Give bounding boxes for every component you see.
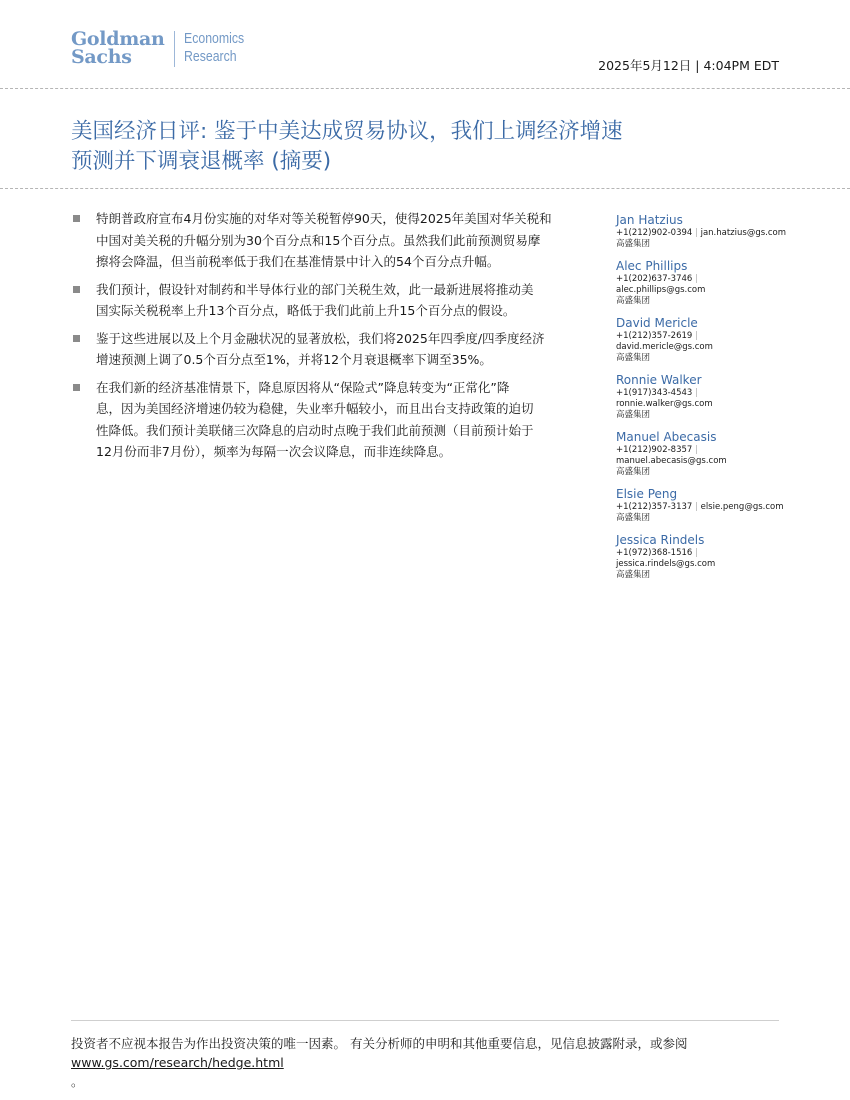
- analyst-org: 高盛集团: [616, 296, 651, 306]
- analyst-card: [616, 486, 786, 524]
- contact-separator: |: [695, 331, 698, 341]
- bullet-line: 中国对美关税的升幅分别为30个百分点和15个百分点。虽然我们此前预测贸易摩: [96, 232, 541, 248]
- analyst-name: Alec Phillips: [616, 259, 688, 273]
- analyst-name: Elsie Peng: [616, 487, 678, 501]
- analyst-contact: [616, 502, 786, 513]
- analyst-name: Manuel Abecasis: [616, 430, 717, 444]
- disclaimer-suffix: 。: [71, 1074, 84, 1089]
- analyst-card: [616, 429, 786, 478]
- analyst-contact: [616, 228, 786, 239]
- analyst-phone: +1(917)343-4543: [616, 388, 693, 398]
- header-divider: [0, 88, 850, 89]
- analyst-contact: [616, 445, 786, 456]
- disclosure-link[interactable]: www.gs.com/research/hedge.html: [71, 1055, 284, 1070]
- title-divider: [0, 188, 850, 189]
- disclaimer-text: 投资者不应视本报告为作出投资决策的唯一因素。 有关分析师的申明和其他重要信息，见信息披露附录，或参阅: [71, 1036, 688, 1051]
- analyst-contact: [616, 274, 786, 285]
- disclaimer-link-line: [71, 1053, 791, 1091]
- bullet-line: 我们预计，假设针对制药和半导体行业的部门关税生效，此一最新进展将推动美: [96, 281, 534, 297]
- analyst-name: Ronnie Walker: [616, 373, 702, 387]
- analyst-phone: +1(202)637-3746: [616, 274, 693, 284]
- analyst-org: 高盛集团: [616, 467, 651, 477]
- square-bullet-icon: [73, 286, 80, 293]
- analyst-org: 高盛集团: [616, 239, 651, 249]
- analyst-email[interactable]: elsie.peng@gs.com: [700, 502, 784, 512]
- analyst-phone: +1(212)357-3137: [616, 502, 693, 512]
- analyst-org: 高盛集团: [616, 410, 651, 420]
- analyst-phone: +1(212)357-2619: [616, 331, 693, 341]
- analyst-contact: [616, 548, 786, 559]
- contact-separator: |: [695, 228, 698, 238]
- summary-bullets: [71, 208, 596, 469]
- analyst-list: [616, 212, 786, 589]
- report-title: [71, 117, 791, 177]
- logo-sub-research: Research: [183, 48, 237, 65]
- analyst-email[interactable]: manuel.abecasis@gs.com: [616, 456, 727, 466]
- analyst-email[interactable]: alec.phillips@gs.com: [616, 285, 706, 295]
- contact-separator: |: [695, 274, 698, 284]
- analyst-card: [616, 258, 786, 307]
- bullet-line: 性降低。我们预计美联储三次降息的启动时点晚于我们此前预测（目前预计始于: [96, 422, 534, 438]
- bullet-line: 12月份而非7月份），频率为每隔一次会议降息，而非连续降息。: [96, 444, 452, 459]
- analyst-card: [616, 372, 786, 421]
- contact-separator: |: [695, 502, 698, 512]
- analyst-name: Jan Hatzius: [616, 213, 683, 227]
- logo-wordmark: [71, 30, 165, 66]
- analyst-name: Jessica Rindels: [616, 533, 705, 547]
- square-bullet-icon: [73, 384, 80, 391]
- analyst-contact: [616, 331, 786, 342]
- analyst-card: [616, 315, 786, 364]
- analyst-email[interactable]: jessica.rindels@gs.com: [616, 559, 716, 569]
- analyst-org: 高盛集团: [616, 353, 651, 363]
- contact-separator: |: [695, 445, 698, 455]
- contact-separator: |: [695, 548, 698, 558]
- logo-divider: [174, 31, 175, 67]
- logo-sub-economics: Economics: [183, 30, 244, 47]
- analyst-phone: +1(212)902-8357: [616, 445, 693, 455]
- title-line: 预测并下调衰退概率 (摘要): [71, 149, 332, 174]
- analyst-phone: +1(212)902-0394: [616, 228, 693, 238]
- bullet-item: [71, 328, 596, 371]
- goldman-sachs-logo: [71, 30, 257, 67]
- bullet-item: [71, 377, 596, 463]
- analyst-card: [616, 212, 786, 250]
- bullet-line: 国实际关税税率上升13个百分点，略低于我们此前上升15个百分点的假设。: [96, 303, 516, 318]
- analyst-org: 高盛集团: [616, 570, 651, 580]
- analyst-email[interactable]: david.mericle@gs.com: [616, 342, 713, 352]
- bullet-line: 鉴于这些进展以及上个月金融状况的显著放松，我们将2025年四季度/四季度经济: [96, 330, 545, 346]
- bullet-item: [71, 208, 596, 273]
- analyst-email[interactable]: ronnie.walker@gs.com: [616, 399, 713, 409]
- contact-separator: |: [695, 388, 698, 398]
- analyst-contact: [616, 388, 786, 399]
- bullet-line: 增速预测上调了0.5个百分点至1%，并将12个月衰退概率下调至35%。: [96, 352, 492, 367]
- disclaimer-footer: [71, 1034, 791, 1091]
- footer-divider: [71, 1020, 779, 1021]
- logo-line-sachs: Sachs: [71, 46, 132, 68]
- bullet-line: 特朗普政府宣布4月份实施的对华对等关税暂停90天，使得2025年美国对华关税和: [96, 211, 552, 226]
- analyst-phone: +1(972)368-1516: [616, 548, 693, 558]
- analyst-email[interactable]: jan.hatzius@gs.com: [700, 228, 787, 238]
- square-bullet-icon: [73, 335, 80, 342]
- bullet-item: [71, 279, 596, 322]
- logo-line-goldman: Goldman: [71, 28, 165, 50]
- analyst-card: [616, 532, 786, 581]
- title-line: 美国经济日评: 鉴于中美达成贸易协议，我们上调经济增速: [71, 119, 623, 144]
- report-date: 2025年5月12日 | 4:04PM EDT: [598, 58, 779, 73]
- bullet-line: 擦将会降温，但当前税率低于我们在基准情景中计入的54个百分点升幅。: [96, 254, 500, 269]
- analyst-org: 高盛集团: [616, 513, 651, 523]
- logo-subtitle: [184, 30, 244, 66]
- bullet-line: 在我们新的经济基准情景下，降息原因将从“保险式”降息转变为“正常化”降: [96, 379, 510, 395]
- bullet-line: 息，因为美国经济增速仍较为稳健，失业率升幅较小，而且出台支持政策的迫切: [96, 401, 534, 416]
- square-bullet-icon: [73, 215, 80, 222]
- analyst-name: David Mericle: [616, 316, 698, 330]
